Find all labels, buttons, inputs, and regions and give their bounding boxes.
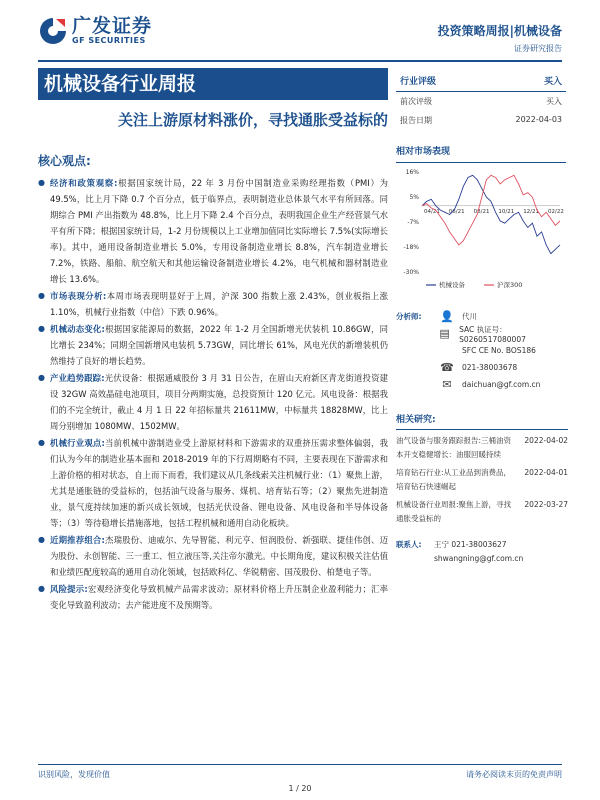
bullet-label: 机械行业观点: bbox=[50, 438, 105, 448]
related-item-date: 2022-03-27 bbox=[524, 500, 568, 509]
brand-logo bbox=[38, 16, 152, 46]
bullet-text: 本周市场表现明显好于上周，沪深 300 指数上涨 2.43%，创业板指上涨 1.10%，机械行业指数（中信）下跌 0.96%。 bbox=[50, 291, 388, 317]
related-item-date: 2022-04-02 bbox=[524, 436, 568, 445]
y-tick-label: 16% bbox=[405, 169, 419, 176]
header-divider bbox=[38, 60, 562, 62]
footer-disclaimer: 请务必阅读末页的免责声明 bbox=[466, 770, 562, 779]
related-item-text[interactable]: 培育钻石行业:从工业品到消费品，培育钻石快速崛起 bbox=[396, 468, 512, 491]
chart-svg bbox=[396, 167, 564, 295]
x-tick-label: 10/21 bbox=[498, 208, 515, 215]
contact-email[interactable]: shwangning@gf.com.cn bbox=[434, 554, 524, 563]
bullet-text: 杰瑞股份、迪威尔、先导智能、利元亨、恒润股份、新强联、捷佳伟创、迈为股份、永创智能、三一重工、恒立液压等,关注帝尔激光。中长期角度，建议积极关注估值和业绩匹配度较高的通用自动化领域，包括欧科亿、华锐精密、国茂股份、柏楚电子等。 bbox=[50, 535, 388, 577]
footer-slogan: 识别风险，发现价值 bbox=[38, 770, 110, 779]
bullet-label: 市场表现分析: bbox=[50, 291, 107, 301]
header-subtitle: 证券研究报告 bbox=[514, 44, 562, 53]
phone-icon: ☎ bbox=[440, 361, 454, 374]
related-research bbox=[396, 410, 568, 566]
analyst-email[interactable]: daichuan@gf.com.cn bbox=[462, 380, 541, 389]
y-tick-label: -30% bbox=[403, 269, 419, 276]
core-bullet bbox=[38, 370, 388, 434]
related-item[interactable] bbox=[396, 434, 568, 462]
x-tick-label: 12/21 bbox=[523, 208, 540, 215]
related-item[interactable] bbox=[396, 498, 568, 526]
series-line bbox=[422, 175, 560, 253]
rating-value: 买入 bbox=[543, 77, 562, 87]
prev-rating-label: 前次评级 bbox=[400, 97, 432, 106]
page-footer bbox=[38, 764, 562, 780]
related-item-date: 2022-04-01 bbox=[524, 468, 568, 477]
x-tick-label: 06/21 bbox=[448, 208, 465, 215]
analyst-info bbox=[396, 308, 568, 393]
related-heading: 相关研究: bbox=[396, 415, 436, 425]
related-item-text[interactable]: 油气设备与服务跟踪报告:三桶油资本开支稳健增长：油服回暖持续 bbox=[396, 436, 512, 459]
id-card-icon: ▤ bbox=[439, 327, 450, 340]
gf-logo-icon bbox=[38, 16, 68, 46]
chart-divider bbox=[396, 162, 566, 163]
report-title-band bbox=[38, 68, 388, 130]
core-bullet bbox=[38, 581, 388, 613]
page-number: 1 / 20 bbox=[288, 784, 312, 793]
x-tick-label: 08/21 bbox=[473, 208, 490, 215]
core-bullet bbox=[38, 532, 388, 580]
report-date-label: 报告日期 bbox=[400, 116, 432, 125]
contact-block bbox=[396, 538, 568, 566]
bullet-text: 根据国家能源局的数据，2022 年 1-2 月全国新增光伏装机 10.86GW，同比增长 234%；同期全国新增风电装机 5.73GW，同比增长 61%，风电光伏的新增装机仍然维持了良好的增长趋势。 bbox=[50, 324, 388, 366]
x-tick-label: 04/21 bbox=[424, 208, 440, 215]
chart-title: 相对市场表现 bbox=[396, 147, 451, 157]
core-bullet bbox=[38, 175, 388, 287]
brand-name-en: GF SECURITIES bbox=[72, 36, 146, 45]
bullet-text: 根据国家统计局，22 年 3 月份中国制造业采购经理指数（PMI）为 49.5%，比上月下降 0.7 个百分点，低于临界点，表明制造业总体景气水平有所回落。同期综合 PMI 产出指数为 48.8%，比上月下降 2.4 个百分点，表明我国企业生产经营景气水平有所下降；根据国家统计局，1-2 月份规模以上工业增加值同比实际增长 7.5%(实际增长率)。其中，通用设备制造业增长 5.0%，专用设备制造业增长 8.8%，汽车制造业增长 7.2%，铁路、船舶、航空航天和其他运输设备制造业增长 4.2%，电气机械和器材制造业增长 13.6%。 bbox=[50, 178, 388, 284]
related-item-text[interactable]: 机械设备行业周报:聚焦上游，寻找通胀受益标的 bbox=[396, 500, 512, 523]
legend-label: 沪深300 bbox=[497, 281, 523, 289]
rating-panel bbox=[396, 68, 566, 130]
analyst-name: 代川 bbox=[462, 312, 477, 321]
bullet-label: 经济和政策观察: bbox=[50, 178, 118, 188]
analyst-sfc: SFC CE No. BOS186 bbox=[462, 346, 536, 355]
bullet-text: 光伏设备：根据通威股份 3 月 31 日公告，在眉山天府新区青龙街道投资建设 32GW 高效晶硅电池项目，项目分两期实施，总投资预计 120 亿元。风电设备：根据我们的不完全统计，截止 4 月 1 日 22 年招标量共 21611MW，中标量共 18828MW，比上周分别增加 1080MW、1502MW。 bbox=[50, 373, 388, 431]
core-heading: 核心观点: bbox=[38, 154, 91, 168]
bullet-label: 风险提示: bbox=[50, 584, 88, 594]
bullet-text: 宏观经济变化导致机械产品需求波动；原材料价格上升压制企业盈利能力；汇率变化导致盈利波动；去产能进度不及预期等。 bbox=[50, 584, 388, 610]
rating-label: 行业评级 bbox=[400, 77, 437, 87]
header-title: 投资策略周报|机械设备 bbox=[437, 24, 562, 38]
contact-name: 王宁 021-38003627 bbox=[434, 540, 507, 549]
bullet-label: 机械动态变化: bbox=[50, 324, 105, 334]
legend-label: 机械设备 bbox=[439, 281, 465, 289]
core-views bbox=[38, 152, 388, 614]
y-tick-label: 5% bbox=[409, 194, 419, 201]
core-bullet bbox=[38, 435, 388, 531]
relative-performance-chart bbox=[396, 142, 566, 295]
contact-label: 联系人: bbox=[396, 540, 422, 549]
brand-name-cn: 广发证券 bbox=[72, 15, 153, 37]
analyst-phone: 021-38003678 bbox=[462, 363, 518, 372]
analyst-label: 分析师: bbox=[396, 312, 422, 321]
core-bullet bbox=[38, 288, 388, 320]
email-icon: ✉ bbox=[442, 378, 452, 391]
report-date-value: 2022-04-03 bbox=[515, 115, 562, 124]
analyst-sac: SAC 执证号：S0260517080007 bbox=[459, 324, 526, 344]
y-tick-label: -18% bbox=[403, 244, 419, 251]
page-header bbox=[0, 0, 600, 60]
bullet-label: 近期推荐组合: bbox=[50, 535, 105, 545]
report-subtitle: 关注上游原材料涨价，寻找通胀受益标的 bbox=[117, 111, 388, 129]
core-bullet bbox=[38, 321, 388, 369]
person-icon: 👤 bbox=[440, 310, 454, 323]
x-tick-label: 02/22 bbox=[548, 208, 564, 215]
bullet-label: 产业趋势跟踪: bbox=[50, 373, 105, 383]
y-tick-label: -7% bbox=[407, 219, 419, 226]
related-divider bbox=[396, 429, 568, 430]
related-item[interactable] bbox=[396, 466, 568, 494]
bullet-text: 当前机械中游制造业受上游原材料和下游需求的双重挤压需求整体偏弱，我们认为今年的制造业基本面和 2018-2019 年的下行周期略有不同，主要表现在下游需求和上游价格的相对状态，自上而下而看，我们建议从几条线索关注机械行业：（1）聚焦上游，尤其是通胀链的受益标的，包括油气设备与服务、煤机、培育钻石等；（2）聚焦先进制造业，景气度持续加速的新兴成长领域，包括光伏设备、锂电设备、风电设备和半导体设备等；（3）等待稳增长措施落地，包括工程机械和通用自动化板块。 bbox=[50, 438, 388, 528]
prev-rating-value: 买入 bbox=[546, 97, 562, 106]
report-title: 机械设备行业周报 bbox=[38, 68, 388, 100]
